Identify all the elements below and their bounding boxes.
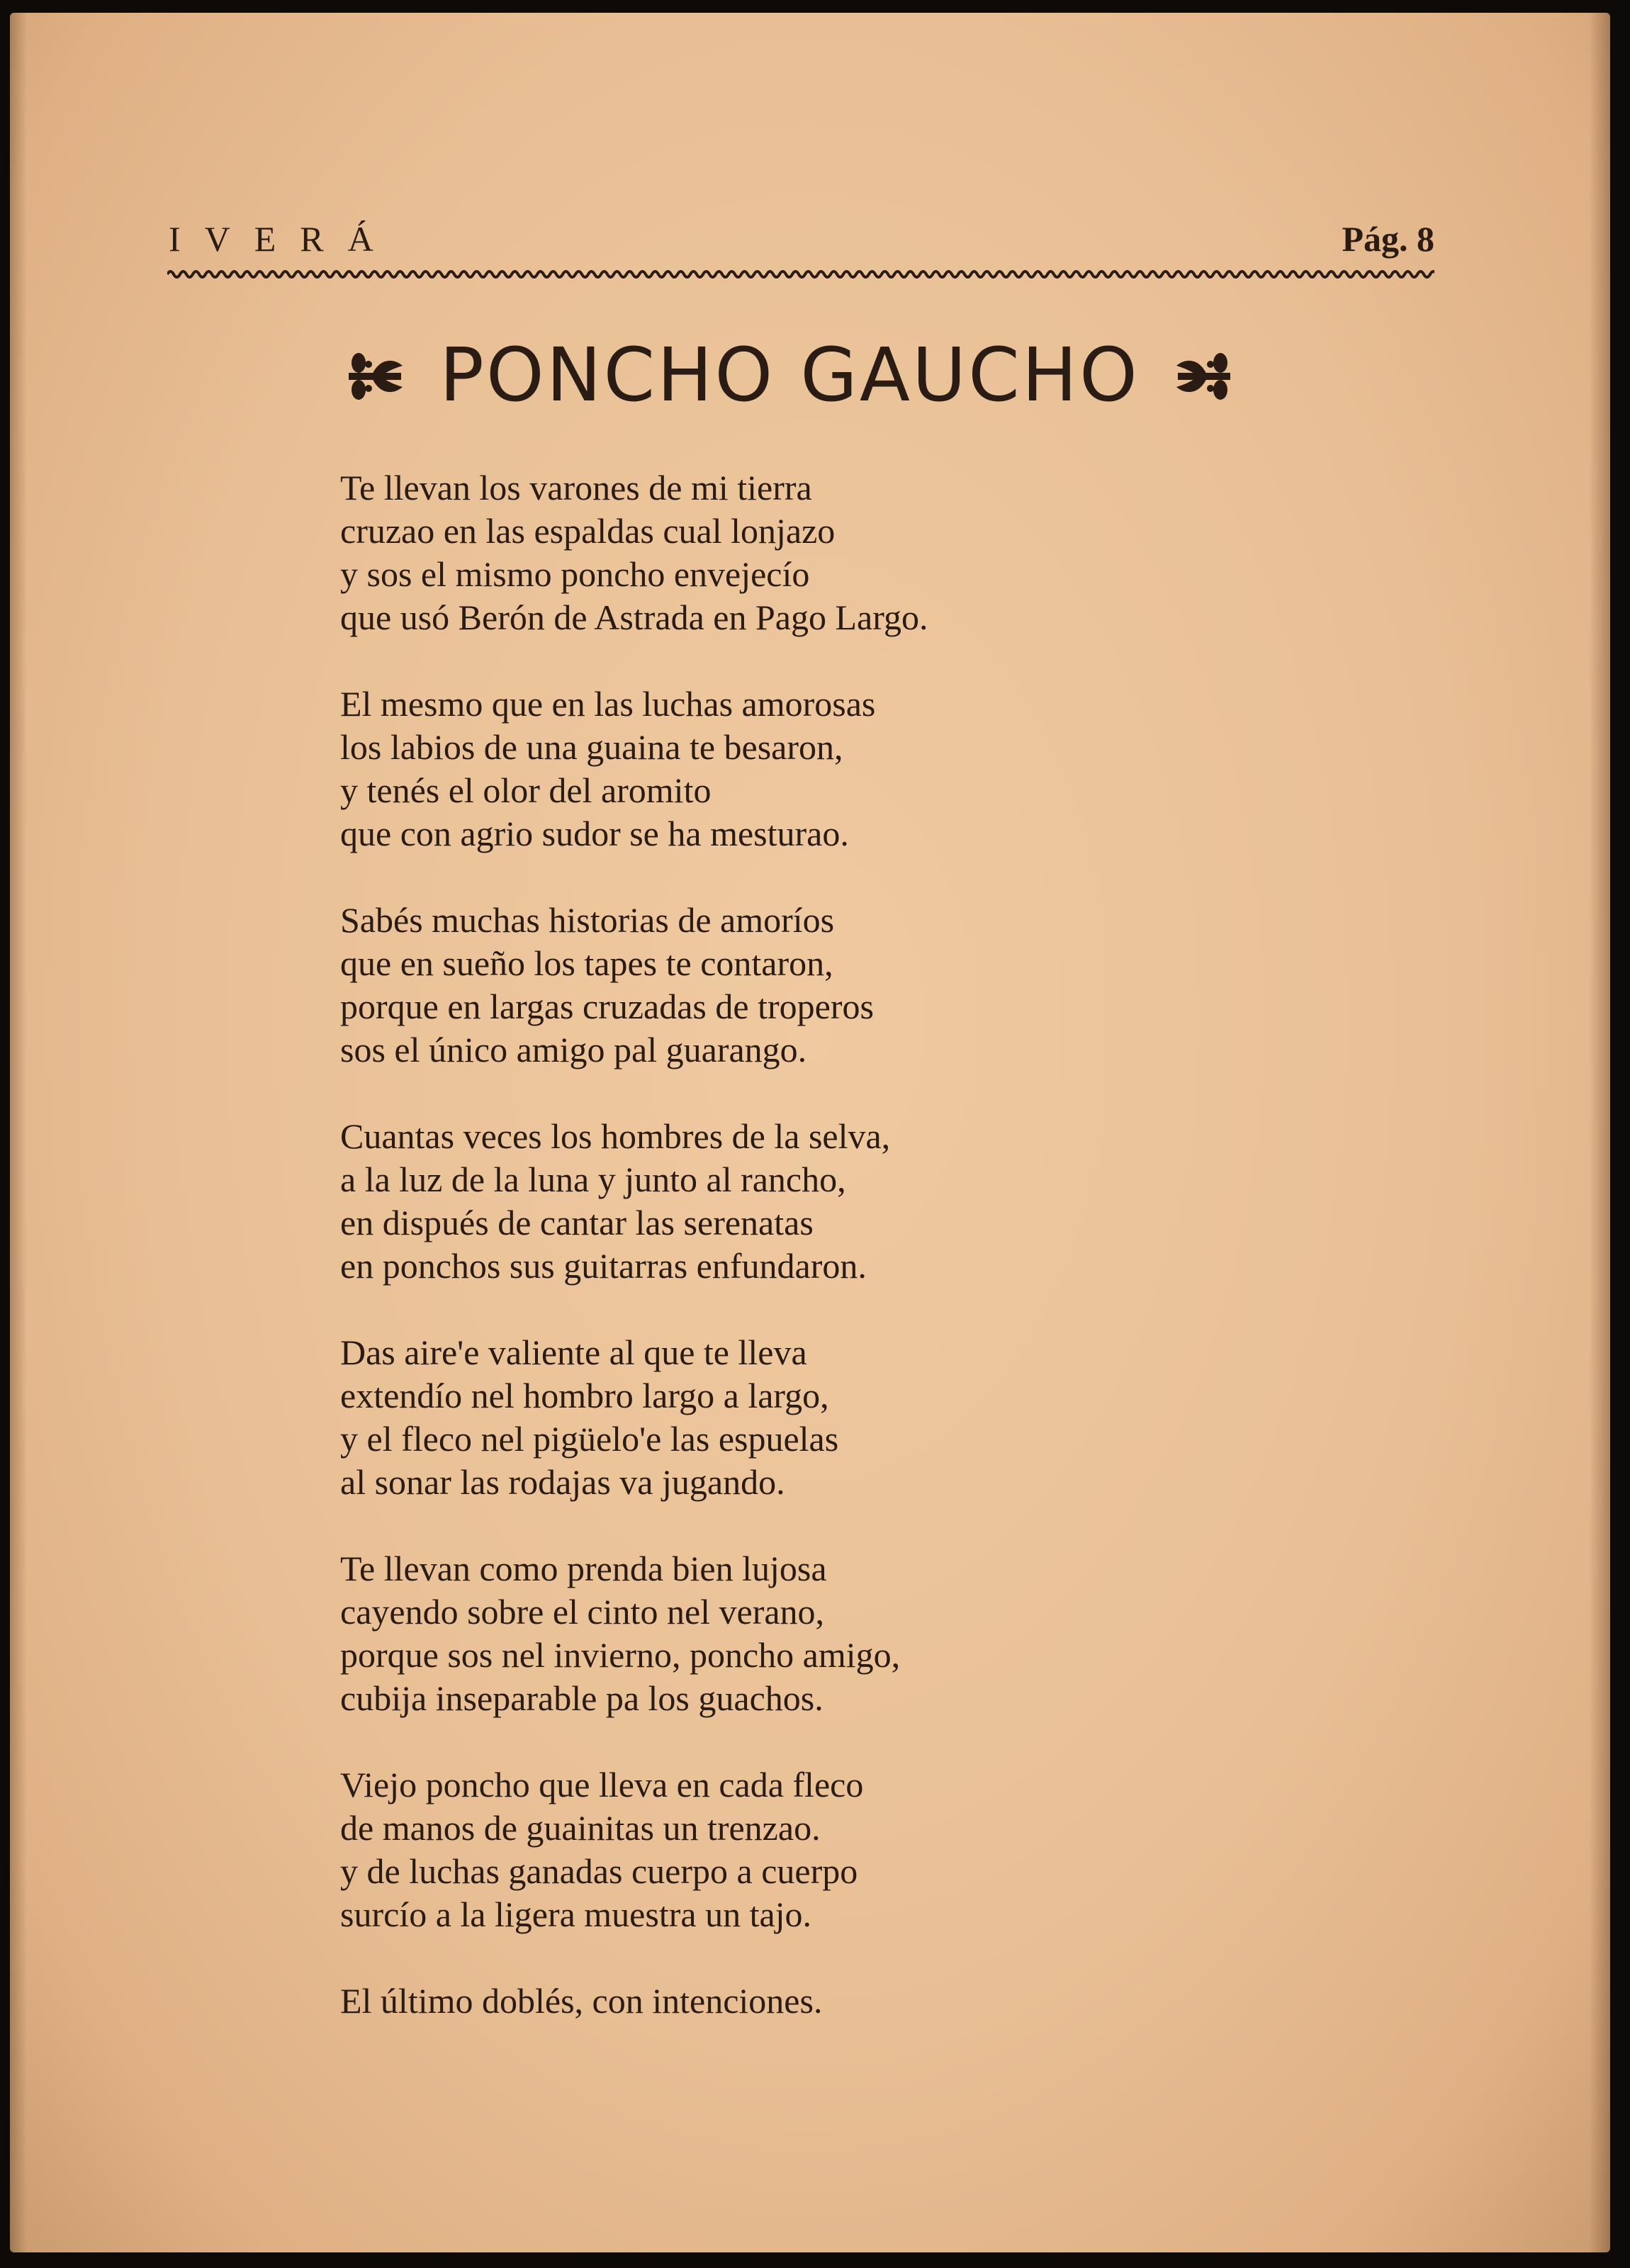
journal-name: IVERÁ (169, 219, 398, 259)
title-row (343, 325, 1236, 424)
poem-line: sos el único amigo pal guarango. (340, 1030, 807, 1070)
poem-line: cayendo sobre el cinto nel verano, (340, 1592, 825, 1632)
wavy-rule (167, 266, 1434, 282)
poem-line: al sonar las rodajas va jugando. (340, 1462, 785, 1502)
poem-line: Viejo poncho que lleva en cada fleco (340, 1765, 864, 1804)
poem-line: Te llevan como prenda bien lujosa (340, 1549, 827, 1588)
poem-line: surcío a la ligera muestra un tajo. (340, 1894, 812, 1934)
page-edge-left (10, 13, 27, 2252)
stanza-4 (340, 1115, 1474, 1288)
poem-line: a la luz de la luna y junto al rancho, (340, 1160, 846, 1199)
poem-line: cruzao en las espaldas cual lonjazo (340, 511, 836, 551)
page (10, 13, 1610, 2252)
poem-line: que usó Berón de Astrada en Pago Largo. (340, 597, 928, 637)
poem-line: porque sos nel invierno, poncho amigo, (340, 1635, 901, 1675)
poem-line: y el fleco nel pigüelo'e las espuelas (340, 1419, 839, 1459)
poem-line: y de luchas ganadas cuerpo a cuerpo (340, 1851, 858, 1891)
poem-line: y tenés el olor del aromito (340, 770, 712, 810)
poem-line: que en sueño los tapes te contaron, (340, 943, 833, 983)
poem-title: PONCHO GAUCHO (439, 332, 1140, 418)
poem-line: que con agrio sudor se ha mesturao. (340, 814, 849, 853)
poem-body (340, 466, 1474, 2066)
stanza-8 (340, 1980, 1474, 2023)
poem-line: Sabés muchas historias de amoríos (340, 900, 835, 940)
page-number: Pág. 8 (1342, 219, 1434, 259)
poem-line: extendío nel hombro largo a largo, (340, 1376, 829, 1415)
stanza-3 (340, 899, 1474, 1072)
poem-line: en dispués de cantar las serenatas (340, 1203, 814, 1242)
poem-line: Te llevan los varones de mi tierra (340, 468, 812, 507)
poem-line: cubija inseparable pa los guachos. (340, 1678, 824, 1718)
poem-line: los labios de una guaina te besaron, (340, 727, 843, 767)
stanza-6 (340, 1547, 1474, 1720)
poem-line: en ponchos sus guitarras enfundaron. (340, 1246, 867, 1286)
poem-line: El mesmo que en las luchas amorosas (340, 684, 876, 724)
poem-line: El último doblés, con intenciones. (340, 1981, 823, 2021)
stanza-2 (340, 683, 1474, 855)
page-edge-right (1589, 13, 1610, 2252)
fleuron-right-icon (1172, 344, 1236, 408)
stanza-7 (340, 1763, 1474, 1936)
poem-line: y sos el mismo poncho envejecío (340, 554, 810, 594)
poem-line: Cuantas veces los hombres de la selva, (340, 1116, 891, 1156)
poem-line: de manos de guainitas un trenzao. (340, 1808, 821, 1848)
poem-line: porque en largas cruzadas de troperos (340, 987, 874, 1026)
stanza-1 (340, 466, 1474, 639)
poem-line: Das aire'e valiente al que te lleva (340, 1332, 807, 1372)
stanza-5 (340, 1331, 1474, 1504)
